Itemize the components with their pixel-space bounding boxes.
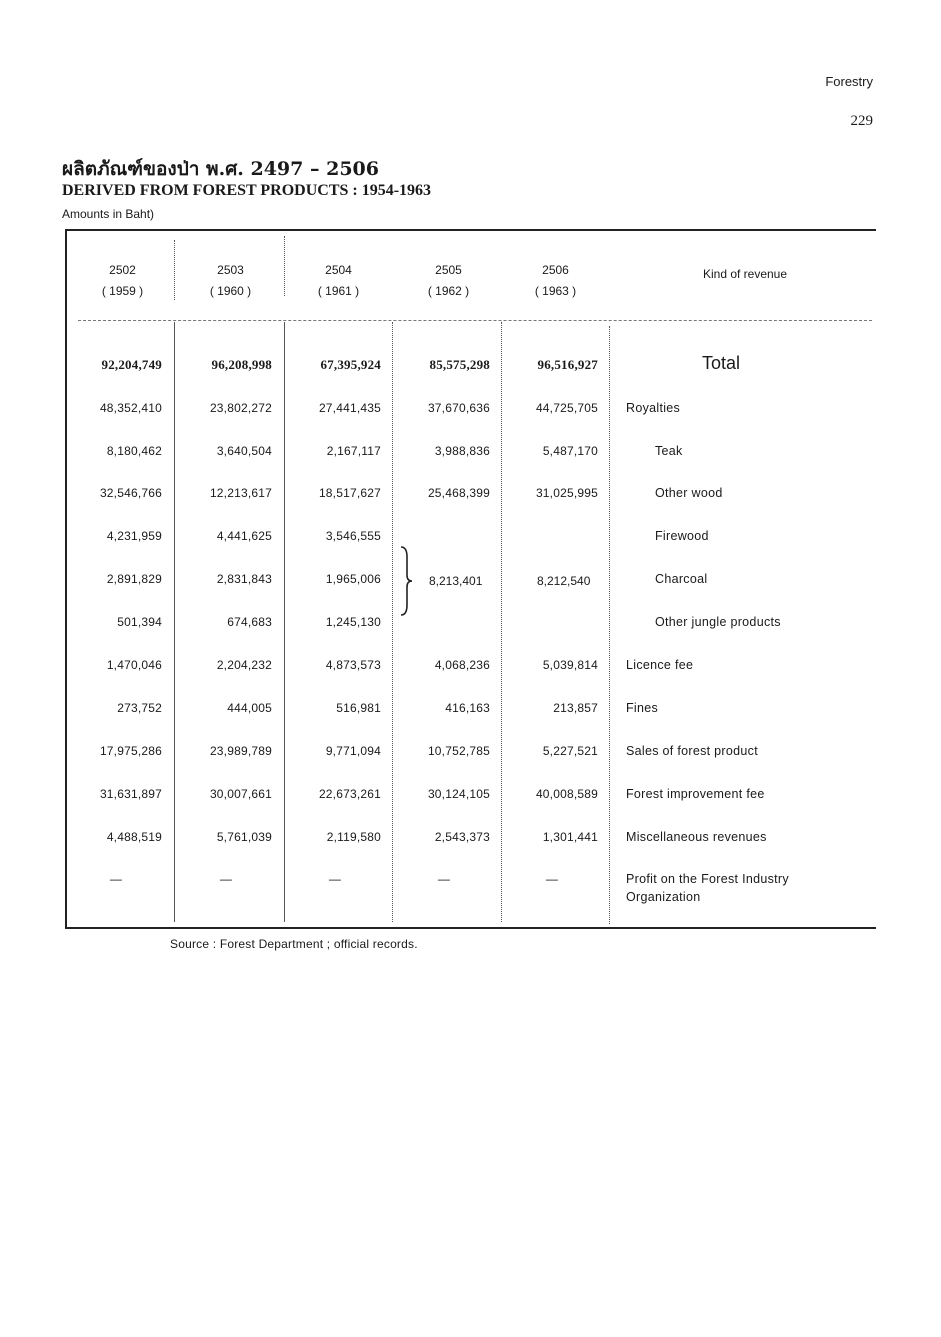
cell-2502: — — [109, 872, 123, 886]
row-label: Sales of forest product — [626, 744, 758, 758]
cell-2506: 213,857 — [553, 701, 598, 715]
cell-2505: 4,068,236 — [434, 658, 490, 672]
cell-2503: 5,761,039 — [216, 830, 272, 844]
cell-2503: 674,683 — [227, 615, 272, 629]
units-note: Amounts in Baht) — [62, 207, 155, 221]
cell-2503: 444,005 — [227, 701, 272, 715]
cell-2505: 85,575,298 — [429, 357, 490, 372]
row-label: Charcoal — [655, 572, 708, 586]
cell-2506: — — [545, 872, 559, 886]
cell-2503: 30,007,661 — [209, 787, 272, 801]
table-row-teak — [0, 444, 941, 464]
cell-2506: 96,516,927 — [537, 357, 598, 372]
row-label: Miscellaneous revenues — [626, 830, 767, 844]
row-label: Total — [701, 353, 741, 373]
cell-2503: 23,989,789 — [209, 744, 272, 758]
table-row-firewood — [0, 529, 941, 549]
column-header-2503 — [178, 260, 283, 302]
section-label: Forestry — [825, 74, 873, 89]
cell-2505: 3,988,836 — [434, 444, 490, 458]
column-year-be: 2505 — [435, 263, 462, 277]
table-row-profit-forest-industry — [0, 872, 941, 912]
cell-2503: 2,204,232 — [216, 658, 272, 672]
cell-2502: 17,975,286 — [99, 744, 162, 758]
kind-of-revenue-header: Kind of revenue — [702, 267, 788, 281]
cell-2504: 67,395,924 — [320, 357, 381, 372]
table-row-fines — [0, 701, 941, 721]
row-label: Royalties — [626, 401, 681, 415]
cell-2503: — — [219, 872, 233, 886]
cell-2504: 3,546,555 — [325, 529, 381, 543]
cell-2506: 5,227,521 — [542, 744, 598, 758]
cell-2502: 92,204,749 — [101, 357, 162, 372]
cell-2502: 273,752 — [117, 701, 162, 715]
cell-2505: — — [437, 872, 451, 886]
header-rule — [78, 320, 872, 321]
row-label: Profit on the Forest Industry — [626, 872, 789, 886]
column-year-be: 2504 — [325, 263, 352, 277]
column-year-ce: ( 1959 ) — [101, 284, 144, 298]
cell-2504: 2,167,117 — [326, 444, 381, 458]
table-row-other-jungle-products — [0, 615, 941, 635]
column-header-2504 — [286, 260, 391, 302]
cell-2503: 2,831,843 — [216, 572, 272, 586]
cell-2503: 96,208,998 — [211, 357, 272, 372]
cell-2502: 501,394 — [117, 615, 162, 629]
table-row-forest-improvement-fee — [0, 787, 941, 807]
cell-2506: 40,008,589 — [535, 787, 598, 801]
cell-2505: 30,124,105 — [427, 787, 490, 801]
table-row-miscellaneous-revenues — [0, 830, 941, 850]
row-label: Firewood — [655, 529, 709, 543]
cell-2504: 22,673,261 — [318, 787, 381, 801]
thai-title: ผลิตภัณฑ์ของป่า พ.ศ. 2497 – 2506 — [62, 158, 379, 180]
table-row-sales-of-forest-product — [0, 744, 941, 764]
cell-2505: 37,670,636 — [427, 401, 490, 415]
cell-2506: 5,039,814 — [542, 658, 598, 672]
cell-2504: 4,873,573 — [325, 658, 381, 672]
cell-2503: 3,640,504 — [216, 444, 272, 458]
row-label: Fines — [626, 701, 659, 715]
table-row-total — [0, 353, 941, 377]
cell-2502: 4,488,519 — [106, 830, 162, 844]
english-title: DERIVED FROM FOREST PRODUCTS : 1954-1963 — [62, 182, 432, 199]
cell-2503: 23,802,272 — [209, 401, 272, 415]
cell-2504: 1,965,006 — [325, 572, 381, 586]
table-row-royalties — [0, 401, 941, 421]
merged-cell-2506: 8,212,540 — [537, 574, 591, 588]
cell-2504: — — [328, 872, 342, 886]
column-divider — [284, 236, 285, 296]
column-header-2506 — [503, 260, 608, 302]
column-year-ce: ( 1961 ) — [317, 284, 360, 298]
row-label: Teak — [655, 444, 683, 458]
row-label: Other jungle products — [655, 615, 781, 629]
row-label: Licence fee — [626, 658, 694, 672]
cell-2504: 2,119,580 — [326, 830, 381, 844]
column-year-ce: ( 1962 ) — [427, 284, 470, 298]
source-note: Source : Forest Department ; official records. — [170, 937, 418, 951]
cell-2502: 1,470,046 — [106, 658, 162, 672]
row-label: Forest improvement fee — [626, 787, 765, 801]
table-row-other-wood — [0, 486, 941, 506]
cell-2502: 2,891,829 — [106, 572, 162, 586]
row-label: Other wood — [655, 486, 723, 500]
cell-2506: 1,301,441 — [542, 830, 598, 844]
column-year-be: 2503 — [217, 263, 244, 277]
cell-2502: 8,180,462 — [106, 444, 162, 458]
column-year-be: 2506 — [542, 263, 569, 277]
brace-icon — [399, 545, 413, 617]
cell-2502: 32,546,766 — [99, 486, 162, 500]
cell-2504: 18,517,627 — [318, 486, 381, 500]
cell-2505: 10,752,785 — [427, 744, 490, 758]
cell-2504: 516,981 — [336, 701, 381, 715]
column-header-2502 — [70, 260, 175, 302]
cell-2502: 31,631,897 — [99, 787, 162, 801]
cell-2504: 9,771,094 — [325, 744, 381, 758]
page-number: 229 — [850, 113, 873, 129]
cell-2504: 1,245,130 — [325, 615, 381, 629]
merged-cell-2505: 8,213,401 — [429, 574, 483, 588]
column-year-ce: ( 1960 ) — [209, 284, 252, 298]
cell-2502: 48,352,410 — [99, 401, 162, 415]
cell-2505: 416,163 — [445, 701, 490, 715]
cell-2506: 44,725,705 — [535, 401, 598, 415]
cell-2504: 27,441,435 — [318, 401, 381, 415]
cell-2503: 4,441,625 — [216, 529, 272, 543]
column-header-2505 — [396, 260, 501, 302]
cell-2502: 4,231,959 — [106, 529, 162, 543]
cell-2505: 2,543,373 — [434, 830, 490, 844]
table-row-licence-fee — [0, 658, 941, 678]
column-year-be: 2502 — [109, 263, 136, 277]
column-divider — [174, 240, 175, 300]
cell-2505: 25,468,399 — [427, 486, 490, 500]
cell-2506: 31,025,995 — [535, 486, 598, 500]
column-year-ce: ( 1963 ) — [534, 284, 577, 298]
row-label-continued: Organization — [626, 890, 701, 904]
cell-2503: 12,213,617 — [209, 486, 272, 500]
cell-2506: 5,487,170 — [542, 444, 598, 458]
